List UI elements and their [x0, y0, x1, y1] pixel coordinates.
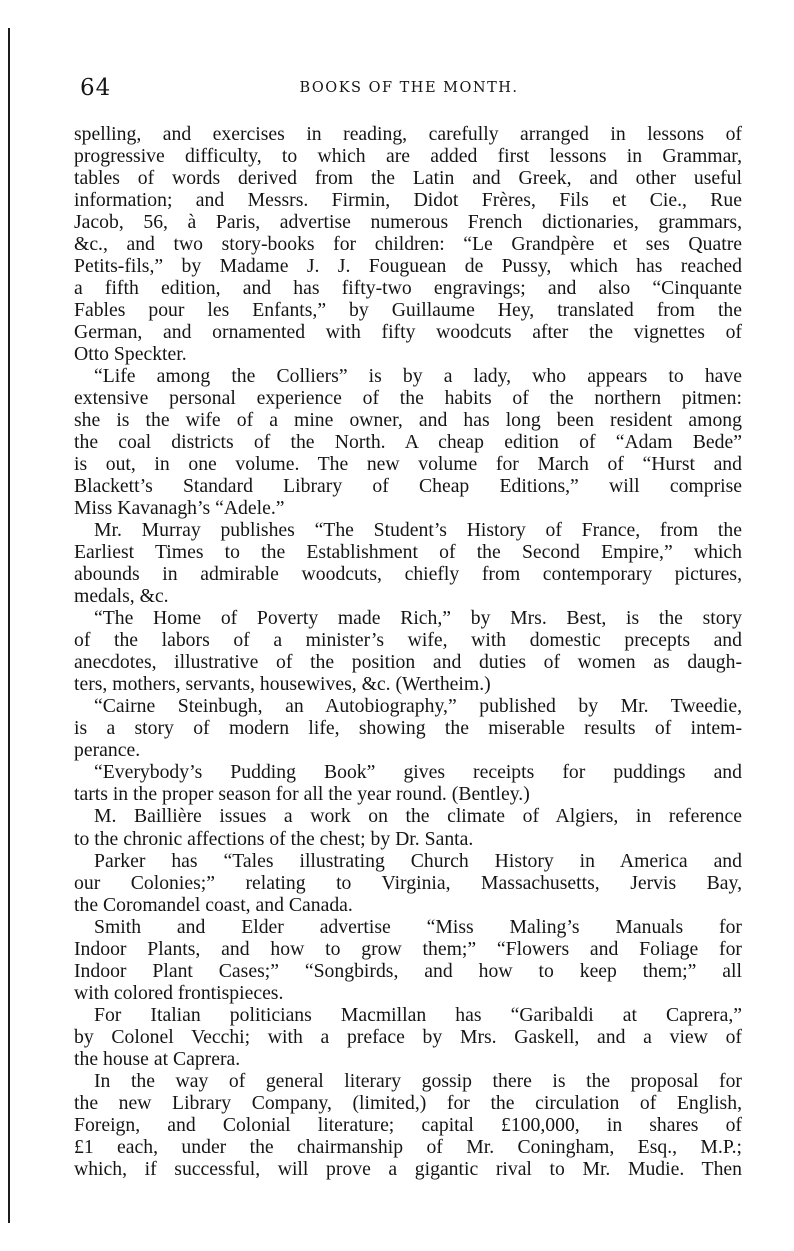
text-line: Indoor Plants, and how to grow them;” “Flowers and Foliage for	[74, 937, 742, 960]
text-line: ters, mothers, servants, housewives, &c. (Wertheim.)	[74, 673, 491, 696]
text-line: Otto Speckter.	[74, 343, 187, 366]
text-line: Miss Kavanagh’s “Adele.”	[74, 497, 285, 520]
text-line: Jacob, 56, à Paris, advertise numerous French dictionaries, grammars,	[74, 211, 742, 234]
text-line: the new Library Company, (limited,) for the circulation of English,	[74, 1091, 742, 1114]
text-line: anecdotes, illustrative of the position and duties of women as daugh-	[74, 651, 742, 674]
text-line: M. Baillière issues a work on the climate of Algiers, in reference	[94, 805, 742, 828]
text-line: she is the wife of a mine owner, and has long been resident among	[74, 409, 742, 432]
text-line: &c., and two story-books for children: “Le Grandpère et ses Quatre	[74, 233, 742, 256]
text-line: “Everybody’s Pudding Book” gives receipts for puddings and	[94, 761, 742, 784]
text-line: which, if successful, will prove a gigantic rival to Mr. Mudie. Then	[74, 1157, 742, 1180]
text-line: Petits-fils,” by Madame J. J. Fouguean de Pussy, which has reached	[74, 255, 742, 278]
text-line: Foreign, and Colonial literature; capital £100,000, in shares of	[74, 1113, 742, 1136]
article-body	[74, 123, 742, 1180]
text-line: information; and Messrs. Firmin, Didot Frères, Fils et Cie., Rue	[74, 189, 742, 212]
text-line: In the way of general literary gossip there is the proposal for	[94, 1069, 742, 1092]
text-line: tables of words derived from the Latin and Greek, and other useful	[74, 167, 742, 190]
text-line: the house at Caprera.	[74, 1047, 241, 1070]
text-line: with colored frontispieces.	[74, 981, 284, 1004]
text-line: the Coromandel coast, and Canada.	[74, 893, 353, 916]
text-line: Indoor Plant Cases;” “Songbirds, and how to keep them;” all	[74, 959, 742, 982]
text-line: tarts in the proper season for all the year round. (Bentley.)	[74, 783, 530, 806]
text-line: of the labors of a minister’s wife, with domestic precepts and	[74, 629, 742, 652]
text-line: Mr. Murray publishes “The Student’s History of France, from the	[94, 519, 742, 542]
text-line: Parker has “Tales illustrating Church History in America and	[94, 849, 742, 872]
text-line: a fifth edition, and has fifty-two engravings; and also “Cinquante	[74, 277, 742, 300]
text-line: is a story of modern life, showing the miserable results of intem-	[74, 717, 742, 740]
text-line: “Cairne Steinbugh, an Autobiography,” published by Mr. Tweedie,	[94, 695, 742, 718]
text-line: perance.	[74, 739, 141, 762]
text-line: German, and ornamented with fifty woodcuts after the vignettes of	[74, 321, 742, 344]
text-line: Earliest Times to the Establishment of the Second Empire,” which	[74, 541, 742, 564]
page-edge-rule	[8, 28, 10, 1223]
text-line: medals, &c.	[74, 585, 169, 608]
text-line: progressive difficulty, to which are added first lessons in Grammar,	[74, 145, 742, 168]
text-line: £1 each, under the chairmanship of Mr. Coningham, Esq., M.P.;	[74, 1135, 742, 1158]
text-line: is out, in one volume. The new volume for March of “Hurst and	[74, 453, 742, 476]
text-line: “The Home of Poverty made Rich,” by Mrs. Best, is the story	[94, 607, 742, 630]
text-line: to the chronic affections of the chest; by Dr. Santa.	[74, 827, 474, 850]
text-line: “Life among the Colliers” is by a lady, who appears to have	[94, 365, 742, 388]
text-line: abounds in admirable woodcuts, chiefly from contemporary pictures,	[74, 563, 742, 586]
text-line: our Colonies;” relating to Virginia, Massachusetts, Jervis Bay,	[74, 871, 742, 894]
text-line: the coal districts of the North. A cheap edition of “Adam Bede”	[74, 431, 742, 454]
text-line: For Italian politicians Macmillan has “Garibaldi at Caprera,”	[94, 1003, 742, 1026]
text-line: by Colonel Vecchi; with a preface by Mrs. Gaskell, and a view of	[74, 1025, 742, 1048]
text-line: spelling, and exercises in reading, carefully arranged in lessons of	[74, 123, 742, 145]
text-line: Blackett’s Standard Library of Cheap Editions,” will comprise	[74, 475, 742, 498]
page-header	[80, 74, 738, 102]
text-line: Fables pour les Enfants,” by Guillaume Hey, translated from the	[74, 299, 742, 322]
text-line: Smith and Elder advertise “Miss Maling’s Manuals for	[94, 915, 742, 938]
page-number: 64	[80, 75, 112, 101]
text-line: extensive personal experience of the habits of the northern pitmen:	[74, 387, 742, 410]
running-head: BOOKS OF THE MONTH.	[299, 80, 519, 96]
